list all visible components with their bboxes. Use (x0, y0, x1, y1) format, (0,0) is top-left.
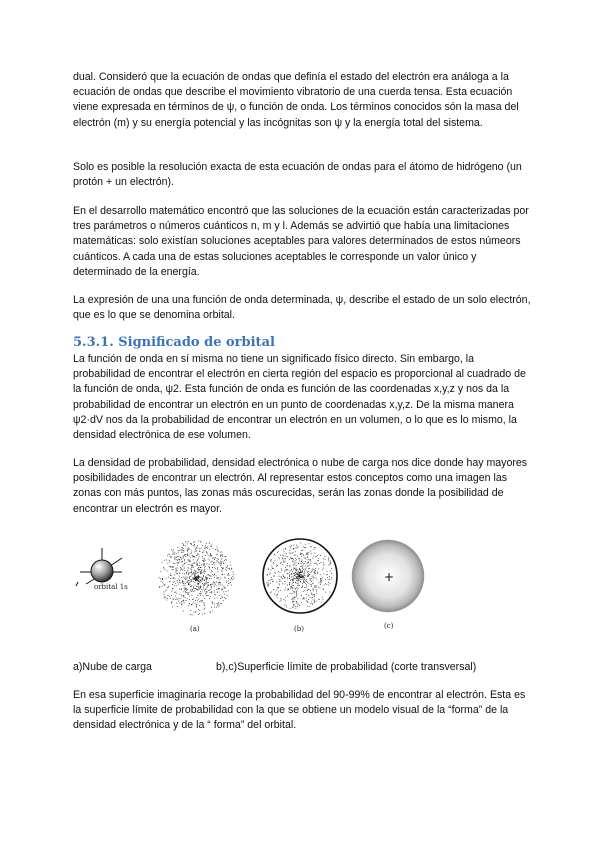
caption-charge-cloud: a)Nube de carga (73, 661, 152, 673)
boundary-sphere-c (352, 540, 424, 612)
section-heading: 5.3.1. Significado de orbital (73, 335, 275, 350)
figure-label-b: (b) (294, 625, 304, 633)
orbital-figure (68, 536, 528, 646)
figure-label-a: (a) (190, 625, 200, 633)
paragraph-orbital-definition: La expresión de una una función de onda determinada, ψ, describe el estado de un solo electrón, que es lo que se denomina orbital. (73, 294, 531, 322)
charge-cloud-b (266, 542, 332, 608)
paragraph-orbital-meaning: La función de onda en sí misma no tiene un significado físico directo. Sin embargo, la probabilidad de encontrar el electrón en cierta región del espacio es proporcional al cuadrado de la función de onda, ψ2. Esta función de onda es función de las coordenadas x,y,z y nos da la probabilidad de encontrar un electrón en un punto de coordenadas x,y,z. De la misma manera ψ2·dV nos da la probabilidad de encontrar un electrón en un volumen, o lo que es lo mismo, la densidad electrónica de ese volumen. (73, 353, 526, 442)
paragraph-quantum-numbers: En el desarrollo matemático encontró que las soluciones de la ecuación están caracterizadas por tres parámetros o números cuánticos n, m y l. Además se advirtió que había una limitaciones matemáticas: solo existían soluciones aceptables para valores determinados de estos númeors cuánticos. A cada una de estas soluciones aceptables le corresponde un valor único y determinado de la energía. (73, 205, 529, 278)
paragraph-probability-density: La densidad de probabilidad, densidad electrónica o nube de carga nos dice donde hay mayores posibilidades de encontrar un electrón. Al representar estos conceptos como una imagen las zonas con más puntos, las zonas más oscurecidas, serán las zonas donde la posibilidad de encontrar un electrón es mayor. (73, 457, 528, 515)
orbital-label: orbital 1s (94, 583, 128, 591)
paragraph-boundary-surface: En esa superficie imaginaria recoge la probabilidad del 90-99% de encontrar al electrón. Esta es la superficie límite de probabilidad con la que se obtiene un modelo visual de la “forma” de la densidad electrónica y de la “ forma” del orbital. (73, 689, 526, 732)
caption-boundary-surface: b),c)Superficie límite de probabilidad (corte transversal) (216, 661, 477, 673)
nucleus-plus-sign: + (384, 570, 395, 584)
orbital-1s-sphere (76, 548, 128, 591)
paragraph-schrodinger-equation: dual. Consideró que la ecuación de ondas que definía el estado del electrón era análoga a la ecuación de ondas que describe el movimiento vibratorio de una cuerda tensa. Esta ecuación viene expresada en términos de ψ, o función de onda. Los términos conocidos són la masa del electrón (m) y su energía potencial y las incógnitas son ψ y la energía total del sistema. (73, 71, 519, 129)
figure-label-c: (c) (384, 622, 394, 630)
charge-cloud-a (159, 541, 235, 616)
orbital-illustration (68, 536, 528, 646)
paragraph-hydrogen-atom: Solo es posible la resolución exacta de esta ecuación de ondas para el átomo de hidrógeno (un protón + un electrón). (73, 161, 522, 189)
